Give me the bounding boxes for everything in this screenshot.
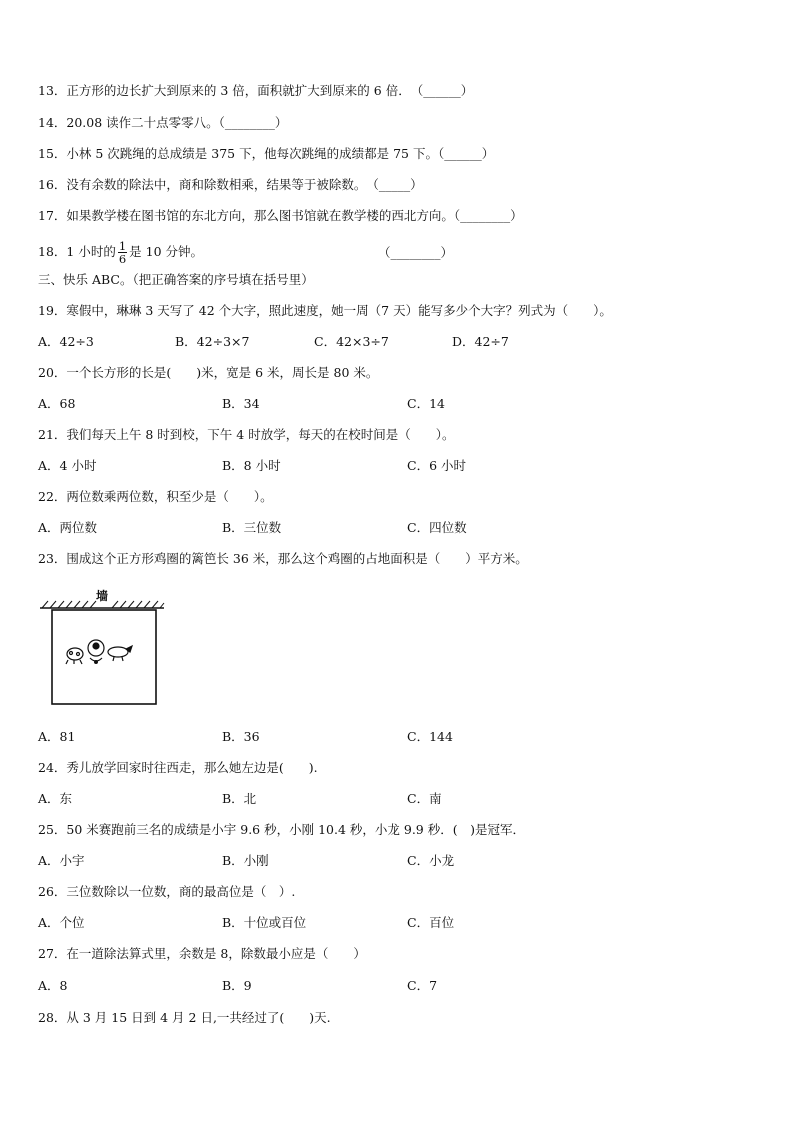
q23-option-a: A．81 [38, 729, 76, 744]
question-28: 28．从 3 月 15 日到 4 月 2 日,一共经过了( )天. [38, 1010, 331, 1025]
section-3-heading: 三、快乐 ABC。（把正确答案的序号填在括号里） [38, 272, 314, 287]
q25-option-b: B．小刚 [222, 853, 269, 868]
q23-option-b: B．36 [222, 729, 260, 744]
question-20: 20．一个长方形的长是( )米，宽是 6 米，周长是 80 米。 [38, 365, 379, 380]
q21-option-a: A．4 小时 [38, 458, 97, 473]
q20-option-c: C．14 [407, 396, 445, 411]
question-25: 25．50 米赛跑前三名的成绩是小宇 9.6 秒，小刚 10.4 秒，小龙 9.9 秒．( )是冠军． [38, 822, 525, 837]
q20-option-a: A．68 [38, 396, 76, 411]
q26-option-b: B．十位或百位 [222, 915, 307, 930]
question-18-prefix: 18．1 小时的 [38, 244, 116, 259]
q26-option-a: A．个位 [38, 915, 85, 930]
q27-option-a: A．8 [38, 978, 68, 993]
q22-option-a: A．两位数 [38, 520, 98, 535]
q27-option-b: B．9 [222, 978, 252, 993]
fraction-denominator: 6 [118, 252, 127, 266]
q24-option-c: C．南 [407, 791, 442, 806]
q24-option-a: A．东 [38, 791, 73, 806]
wall-label: 墙 [96, 589, 109, 603]
question-19: 19．寒假中，琳琳 3 天写了 42 个大字，照此速度，她一周（7 天）能写多少个大字？列式为（ ）。 [38, 303, 612, 318]
question-26: 26．三位数除以一位数，商的最高位是（ ）. [38, 884, 296, 899]
q22-option-b: B．三位数 [222, 520, 282, 535]
question-18 [38, 238, 203, 266]
question-27: 27．在一道除法算式里，余数是 8，除数最小应是（ ） [38, 946, 366, 961]
q23-option-c: C．144 [407, 729, 453, 744]
q22-option-c: C．四位数 [407, 520, 467, 535]
q21-option-c: C．6 小时 [407, 458, 466, 473]
q25-option-c: C．小龙 [407, 853, 455, 868]
q24-option-b: B．北 [222, 791, 257, 806]
q19-option-c: C．42×3÷7 [314, 334, 389, 349]
question-13: 13．正方形的边长扩大到原来的 3 倍，面积就扩大到原来的 6 倍． （______） [38, 83, 474, 98]
question-23: 23．围成这个正方形鸡圈的篱笆长 36 米，那么这个鸡圈的占地面积是（ ）平方米。 [38, 551, 528, 566]
question-18-answer-blank: （________） [378, 245, 454, 260]
q27-option-c: C．7 [407, 978, 438, 993]
question-17: 17．如果教学楼在图书馆的东北方向，那么图书馆就在教学楼的西北方向。（________） [38, 208, 523, 223]
q19-option-d: D．42÷7 [452, 334, 509, 349]
fraction-one-sixth [118, 240, 127, 265]
q19-option-a: A．42÷3 [38, 334, 94, 349]
q26-option-c: C．百位 [407, 915, 455, 930]
question-24: 24．秀儿放学回家时往西走，那么她左边是( ). [38, 760, 318, 775]
question-15: 15．小林 5 次跳绳的总成绩是 375 下，他每次跳绳的成绩都是 75 下。（______） [38, 146, 495, 161]
q20-option-b: B．34 [222, 396, 260, 411]
chickens-icon [66, 640, 132, 664]
q25-option-a: A．小宇 [38, 853, 85, 868]
fraction-numerator: 1 [118, 239, 127, 253]
chicken-coop-figure [38, 586, 168, 708]
q21-option-b: B．8 小时 [222, 458, 281, 473]
question-16: 16．没有余数的除法中，商和除数相乘，结果等于被除数。 （_____） [38, 177, 423, 192]
question-18-suffix: 是 10 分钟。 [129, 244, 204, 259]
question-21: 21．我们每天上午 8 时到校，下午 4 时放学，每天的在校时间是（ ）。 [38, 427, 455, 442]
question-22: 22．两位数乘两位数，积至少是（ ）。 [38, 489, 273, 504]
question-14: 14．20.08 读作二十点零零八。（________） [38, 115, 288, 130]
q19-option-b: B．42÷3×7 [175, 334, 250, 349]
